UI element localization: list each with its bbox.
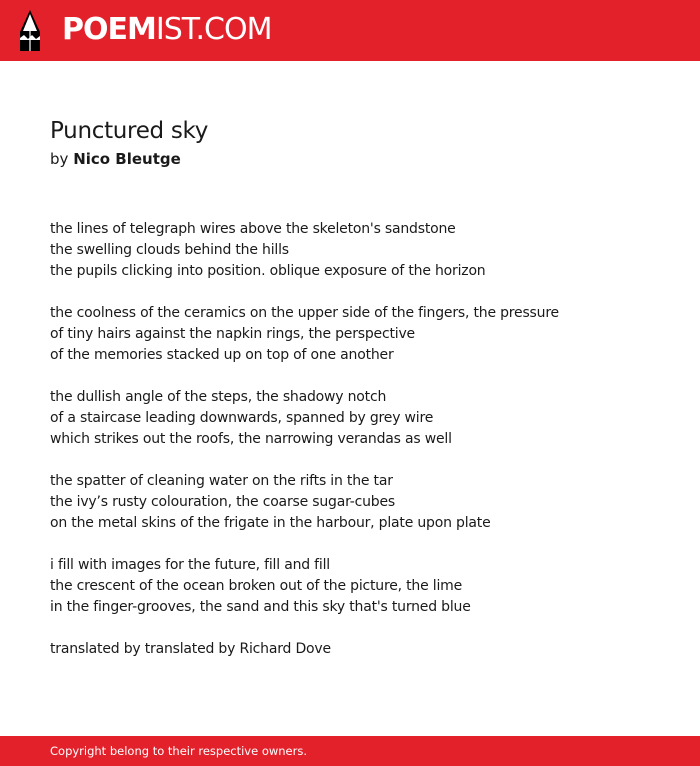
site-footer [0,736,700,766]
poem-line: the dullish angle of the steps, the shadowy notch [50,389,387,405]
poem-line: on the metal skins of the frigate in the harbour, plate upon plate [50,515,491,531]
stanza-break [50,282,650,303]
brand-bold: POEM [62,12,156,47]
site-logo[interactable] [62,12,271,48]
poem-line: in the finger-grooves, the sand and this sky that's turned blue [50,599,471,615]
stanza-break [50,366,650,387]
copyright-text: Copyright belong to their respective owners. [50,744,308,758]
poem-line: which strikes out the roofs, the narrowing verandas as well [50,431,452,447]
translator-credit: translated by translated by Richard Dove [50,641,331,657]
stanza-break [50,450,650,471]
poem-line: the coolness of the ceramics on the upper side of the fingers, the pressure [50,305,559,321]
pen-nib-icon[interactable] [18,10,42,51]
poem-line: the pupils clicking into position. oblique exposure of the horizon [50,263,486,279]
byline [50,149,181,169]
poem-line: i fill with images for the future, fill and fill [50,557,330,573]
author-name[interactable]: Nico Bleutge [73,150,181,168]
poem-line: of tiny hairs against the napkin rings, the perspective [50,326,415,342]
poem-line: the lines of telegraph wires above the skeleton's sandstone [50,221,456,237]
stanza-break [50,618,650,639]
poem-line: of a staircase leading downwards, spanned by grey wire [50,410,434,426]
poem-line: the swelling clouds behind the hills [50,242,289,258]
stanza-break [50,534,650,555]
site-header [0,0,700,61]
by-label: by [50,150,69,168]
poem-line: the crescent of the ocean broken out of the picture, the lime [50,578,462,594]
poem-line: the spatter of cleaning water on the rifts in the tar [50,473,393,489]
poem-body [50,219,650,660]
poem-line: the ivy’s rusty colouration, the coarse sugar-cubes [50,494,395,510]
brand-light: IST.COM [155,12,272,47]
poem-title: Punctured sky [50,118,209,144]
poem-line: of the memories stacked up on top of one another [50,347,394,363]
